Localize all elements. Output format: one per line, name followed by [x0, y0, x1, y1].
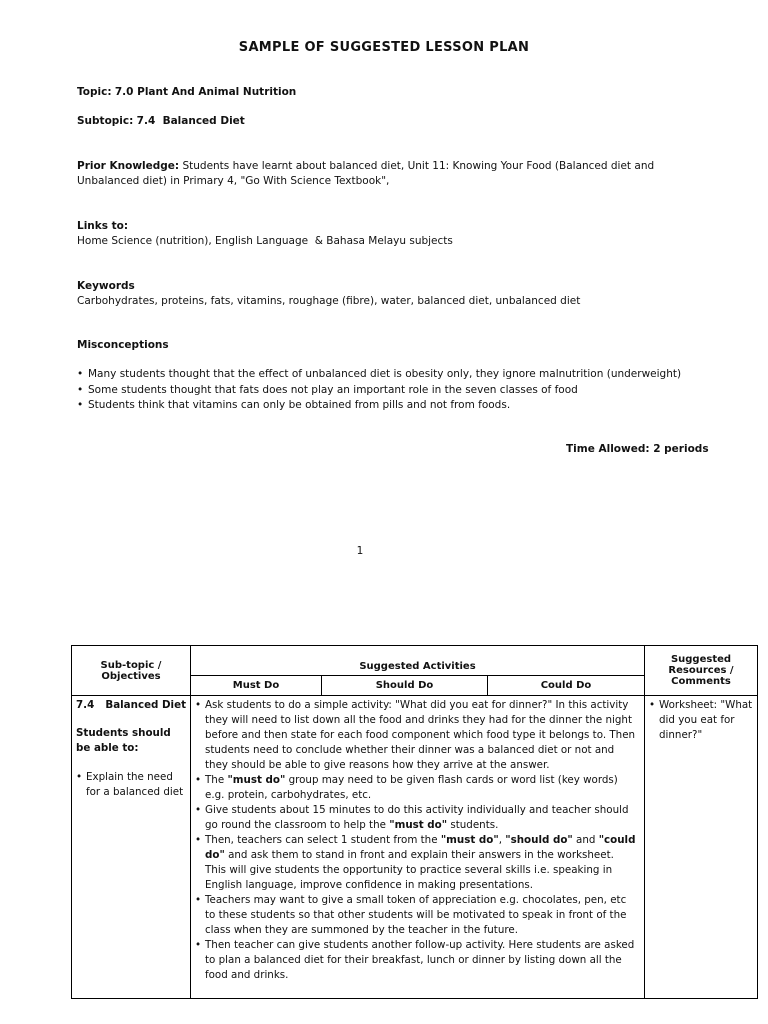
lesson-plan-table: [71, 645, 758, 999]
objective-code: 7.4: [76, 699, 95, 711]
must-do-mention: "must do": [227, 774, 286, 786]
links-section: [77, 219, 717, 249]
objective-name: Balanced Diet: [105, 699, 186, 711]
activity-item: • Teachers may want to give a small token of appreciation e.g. chocolates, pen, etc to these students so that other students will be motivated to speak in front of the class when they are summoned by the teacher in the future.: [195, 893, 638, 938]
header-must-do: Must Do: [191, 676, 322, 696]
misconceptions-label: Misconceptions: [77, 339, 169, 351]
misconception-item: • Some students thought that fats does not play an important role in the seven classes of food: [77, 383, 717, 399]
header-could-do: Could Do: [488, 676, 645, 696]
page-number: 1: [356, 545, 364, 557]
header-subtopic: Sub-topic / Objectives: [72, 646, 191, 696]
activity-item: • Ask students to do a simple activity: "What did you eat for dinner?" In this activity they will need to list down all the food and drinks they had for the dinner the night before and then state for each food component which food type it belongs to. Then students need to conclude whether their dinner was a balanced diet or not and they should be able to give reasons how they arrive at the answer.: [195, 698, 638, 773]
keywords-section: [77, 279, 717, 309]
time-allowed: Time Allowed: 2 periods: [566, 443, 709, 455]
must-do-mention: "must do": [389, 819, 448, 831]
could-do-mention: "could do": [205, 834, 636, 861]
activity-text: group may need to be given flash cards or word list (key words) e.g. protein, carbohydrates, etc.: [205, 774, 618, 801]
prior-knowledge-text: Students have learnt about balanced diet, Unit 11: Knowing Your Food (Balanced diet and Unbalanced diet) in Primary 4, "Go With Science Textbook",: [77, 160, 655, 187]
activity-item: • Then teacher can give students another follow-up activity. Here students are asked to plan a balanced diet for their breakfast, lunch or dinner by listing down all the food and drinks.: [195, 938, 638, 983]
resources-cell: [645, 696, 758, 999]
links-text: Home Science (nutrition), English Language & Bahasa Melayu subjects: [77, 235, 453, 247]
misconceptions-section: [77, 338, 717, 414]
resource-item: • Worksheet: "What did you eat for dinner?": [649, 698, 753, 743]
objective-cell: [72, 696, 191, 999]
links-label: Links to:: [77, 220, 129, 232]
keywords-text: Carbohydrates, proteins, fats, vitamins, roughage (fibre), water, balanced diet, unbalanced diet: [77, 295, 581, 307]
objective-title: [76, 698, 186, 713]
activity-text: and ask them to stand in front and explain their answers in the worksheet. This will give students the opportunity to practice several skills i.e. speaking in English language, improve confidence in making presentations.: [205, 849, 614, 891]
topic-label: Topic:: [77, 86, 112, 98]
activity-item: [195, 773, 638, 803]
prior-knowledge: [77, 159, 717, 189]
objective-bullet: • Explain the need for a balanced diet: [76, 770, 186, 800]
activity-text: Then, teachers can select 1 student from the: [205, 834, 441, 846]
prior-knowledge-label: Prior Knowledge:: [77, 160, 180, 172]
misconceptions-list: [77, 367, 717, 414]
header-should-do: Should Do: [322, 676, 488, 696]
misconception-item: • Many students thought that the effect of unbalanced diet is obesity only, they ignore malnutrition (underweight): [77, 367, 717, 383]
activity-item: [195, 833, 638, 893]
objective-lead: Students should be able to:: [76, 727, 171, 754]
activity-text: students.: [447, 819, 499, 831]
activity-text: ,: [498, 834, 506, 846]
activity-text: The: [205, 774, 228, 786]
keywords-label: Keywords: [77, 280, 135, 292]
header-activities: Suggested Activities: [191, 646, 645, 676]
subtopic-value: 7.4 Balanced Diet: [136, 115, 245, 127]
activities-cell: [191, 696, 645, 999]
must-do-mention: "must do": [440, 834, 499, 846]
topic-value: 7.0 Plant And Animal Nutrition: [114, 86, 297, 98]
page-title: SAMPLE OF SUGGESTED LESSON PLAN: [238, 40, 530, 55]
activity-text: Give students about 15 minutes to do this activity individually and teacher should go round the classroom to help the: [205, 804, 629, 831]
header-resources: Suggested Resources / Comments: [645, 646, 758, 696]
activity-item: [195, 803, 638, 833]
topic-line: [77, 86, 296, 98]
subtopic-label: Subtopic:: [77, 115, 134, 127]
should-do-mention: "should do": [505, 834, 573, 846]
misconception-item: • Students think that vitamins can only be obtained from pills and not from foods.: [77, 398, 717, 414]
subtopic-line: [77, 115, 245, 127]
activity-text: and: [572, 834, 599, 846]
